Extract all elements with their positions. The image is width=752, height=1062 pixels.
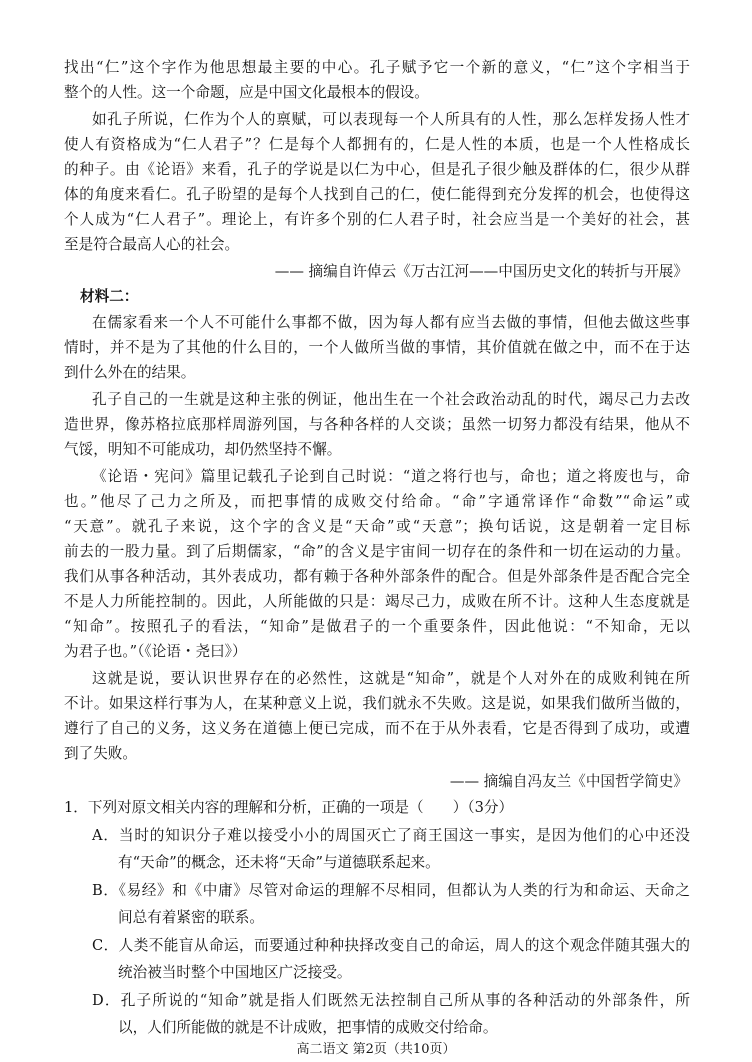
paragraph-line: 《论语・宪问》篇里记载孔子论到自己时说：“道之将行也与，命也；道之将废也与，命	[92, 468, 690, 485]
paragraph-line: 这就是说，要认识世界存在的必然性，这就是“知命”，就是个人对外在的成败利钝在所	[92, 670, 690, 687]
paragraph-line: 不计。如果这样行事为人，在某种意义上说，我们就永不失败。这是说，如果我们做所当做的，	[64, 695, 690, 712]
paragraph-line: 到了失败。	[64, 745, 137, 762]
source-citation: —— 摘编自冯友兰《中国哲学简史》	[449, 773, 688, 790]
option-line: D．孔子所说的“知命”就是指人们既然无法控制自己所从事的各种活动的外部条件，所	[92, 992, 690, 1009]
option-line: 间总有着紧密的联系。	[118, 909, 264, 926]
option-line: B．《易经》和《中庸》尽管对命运的理解不尽相同，但都认为人类的行为和命运、天命之	[92, 882, 690, 899]
question-stem: 1．下列对原文相关内容的理解和分析，正确的一项是（ ）（3分）	[64, 799, 514, 816]
paragraph-line: 前去的一股力量。到了后期儒家，“命”的含义是宇宙间一切存在的条件和一切在运动的力量。	[64, 543, 690, 560]
paragraph-line: 到什么外在的结果。	[64, 364, 196, 381]
option-line: 以，人们所能做的就是不计成败，把事情的成败交付给命。	[118, 1019, 498, 1036]
paragraph-line: 气馁，明知不可能成功，却仍然坚持不懈。	[64, 441, 342, 458]
paragraph-line: 也。”他尽了己力之所及，而把事情的成败交付给命。“命”字通常译作“命数”“命运”或	[64, 493, 690, 510]
paragraph-line: 我们从事各种活动，其外表成功，都有赖于各种外部条件的配合。但是外部条件是否配合完全	[64, 568, 690, 585]
source-citation: —— 摘编自许倬云《万古江河——中国历史文化的转折与开展》	[274, 263, 688, 280]
page-footer: 高二语文 第2页（共10页）	[296, 1042, 456, 1057]
paragraph-line: 如孔子所说，仁作为个人的禀赋，可以表现每一个人所具有的人性，那么怎样发扬人性才	[92, 111, 690, 128]
paragraph-line: 整个的人性。这一个命题，应是中国文化最根本的假设。	[64, 84, 429, 101]
paragraph-line: 的种子。由《论语》来看，孔子的学说是以仁为中心，但是孔子很少触及群体的仁，很少从群	[64, 161, 690, 178]
paragraph-line: 在儒家看来一个人不可能什么事都不做，因为每人都有应当去做的事情，但他去做这些事	[92, 314, 690, 331]
paragraph-line: 孔子自己的一生就是这种主张的例证，他出生在一个社会政治动乱的时代，竭尽己力去改	[92, 391, 690, 408]
paragraph-line: 不是人力所能控制的。因此，人所能做的只是：竭尽己力，成败在所不计。这种人生态度就是	[64, 593, 690, 610]
paragraph-line: 为君子也。”（《论语・尧曰》）	[64, 643, 247, 660]
paragraph-line: 情时，并不是为了其他的什么目的，一个人做所当做的事情，其价值就在做之中，而不在于达	[64, 339, 690, 356]
paragraph-line: “天意”。就孔子来说，这个字的含义是“天命”或“天意”；换句话说，这是朝着一定目标	[64, 518, 690, 535]
option-line: A．当时的知识分子难以接受小小的周国灭亡了商王国这一事实，是因为他们的心中还没	[92, 827, 690, 844]
section-heading: 材料二：	[80, 288, 139, 305]
paragraph-line: 找出“仁”这个字作为他思想最主要的中心。孔子赋予它一个新的意义，“仁”这个字相当于	[64, 59, 690, 76]
option-line: 统治被当时整个中国地区广泛接受。	[118, 964, 352, 981]
option-line: C．人类不能盲从命运，而要通过种种抉择改变自己的命运，周人的这个观念伴随其强大的	[92, 937, 690, 954]
option-line: 有“天命”的概念，还未将“天命”与道德联系起来。	[118, 854, 440, 871]
paragraph-line: 体的角度来看仁。孔子盼望的是每个人找到自己的仁，使仁能得到充分发挥的机会，也使得这	[64, 186, 690, 203]
paragraph-line: 遵行了自己的义务，这义务在道德上便已完成，而不在于从外表看，它是否得到了成功，或遭	[64, 720, 690, 737]
paragraph-line: 使人有资格成为“仁人君子”？仁是每个人都拥有的，仁是人性的本质，也是一个人性格成长	[64, 136, 690, 153]
paragraph-line: “知命”。按照孔子的看法，“知命”是做君子的一个重要条件，因此他说：“不知命，无以	[64, 618, 690, 635]
paragraph-line: 造世界，像苏格拉底那样周游列国，与各种各样的人交谈；虽然一切努力都没有结果，他从不	[64, 416, 690, 433]
paragraph-line: 至是符合最高人心的社会。	[64, 236, 240, 253]
paragraph-line: 个人成为“仁人君子”。理论上，有许多个别的仁人君子时，社会应当是一个美好的社会，甚	[64, 211, 690, 228]
